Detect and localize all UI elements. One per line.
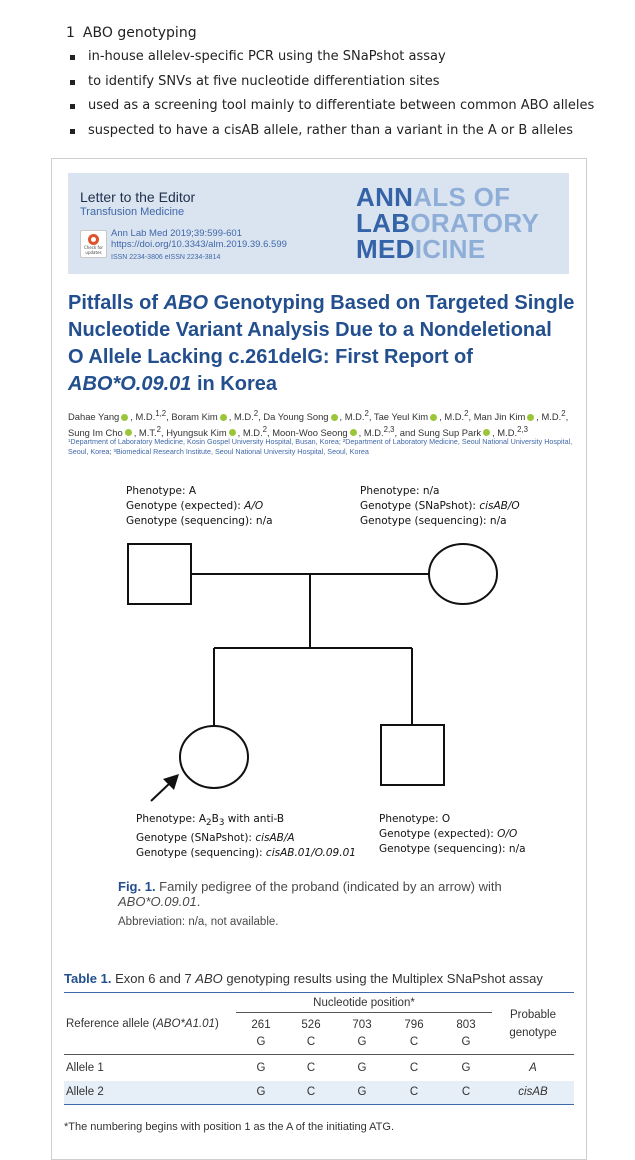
- base-cell: G: [440, 1055, 492, 1081]
- father-square: [128, 544, 191, 604]
- author: Moon-Woo Seong , M.D.$^{2,3}$,: [272, 424, 400, 438]
- bullet-item: in-house allelev-specific PCR using the SNaPshot assay: [66, 45, 626, 70]
- proband-label: Phenotype: $A_2B_3$ with anti-B Genotype (SNaPshot): cisAB/A Genotype (sequencing): cisAB.01/O.09.01: [136, 813, 356, 860]
- proband-arrow-shaft: [151, 783, 170, 801]
- base-cell: C: [388, 1081, 440, 1105]
- author: and Sung Sup Park , M.D.$^{2,3}$: [399, 424, 528, 438]
- mother-circle: [429, 544, 497, 604]
- brother-label: Phenotype: O Genotype (expected): O/O Genotype (sequencing): n/a: [379, 813, 526, 855]
- author: Sung Im Cho , M.T.$^2$,: [68, 424, 167, 438]
- article-section: Transfusion Medicine: [80, 206, 185, 218]
- issn: ISSN 2234-3806 eISSN 2234-3814: [111, 254, 221, 261]
- position-header: 803 G: [440, 1013, 492, 1055]
- author: Hyungsuk Kim , M.D.$^2$,: [166, 424, 273, 438]
- paper-excerpt: [51, 158, 587, 1160]
- probable-cell: A: [492, 1055, 574, 1081]
- figure-caption: Fig. 1. Family pedigree of the proband (indicated by an arrow) with ABO*O.09.01.: [118, 879, 502, 909]
- genotyping-table: [64, 992, 574, 1105]
- bullet-item: suspected to have a cisAB allele, rather than a variant in the A or B alleles: [66, 119, 626, 144]
- doi-link[interactable]: https://doi.org/10.3343/alm.2019.39.6.599: [111, 239, 287, 250]
- proband-circle: [180, 726, 248, 788]
- figure-abbreviation: Abbreviation: n/a, not available.: [118, 916, 279, 928]
- table-caption: Table 1. Exon 6 and 7 ABO genotyping results using the Multiplex SNaPshot assay: [64, 971, 543, 986]
- author: Man Jin Kim , M.D.$^2$,: [473, 409, 569, 423]
- outline-heading-text: ABO genotyping: [82, 25, 197, 41]
- allele-cell: Allele 1: [64, 1055, 236, 1081]
- base-cell: G: [236, 1081, 286, 1105]
- table-footnote: *The numbering begins with position 1 as the A of the initiating ATG.: [64, 1121, 394, 1133]
- affiliations: ¹Department of Laboratory Medicine, Kosin Gospel University Hospital, Busan, Korea; ²Department of Laboratory Medicine, Seoul National University Hospital, Seoul, Korea; ³Biomedical Research Institute, Seoul National University Hospital, Seoul, Korea: [68, 437, 573, 456]
- outline-number: 1: [66, 25, 75, 41]
- position-group-header: Nucleotide position*: [236, 993, 492, 1013]
- base-cell: G: [336, 1055, 388, 1081]
- bullet-item: to identify SNVs at five nucleotide differentiation sites: [66, 70, 626, 95]
- article-kind: Letter to the Editor: [80, 189, 196, 205]
- pedigree-figure: [52, 159, 586, 859]
- citation-ref: Ann Lab Med 2019;39:599-601: [111, 228, 242, 239]
- base-cell: G: [336, 1081, 388, 1105]
- base-cell: C: [286, 1081, 336, 1105]
- probable-genotype-header: Probable genotype: [492, 993, 574, 1055]
- outline-section: [66, 25, 626, 143]
- author: Tae Yeul Kim , M.D.$^2$,: [373, 409, 474, 423]
- position-header: 703 G: [336, 1013, 388, 1055]
- ref-allele-header: Reference allele (ABO*A1.01): [64, 993, 236, 1055]
- base-cell: C: [388, 1055, 440, 1081]
- position-header: 526 C: [286, 1013, 336, 1055]
- author: Da Young Song , M.D.$^2$,: [263, 409, 374, 423]
- table-row: [64, 1055, 574, 1081]
- brother-square: [381, 725, 444, 785]
- base-cell: C: [286, 1055, 336, 1081]
- position-header: 796 C: [388, 1013, 440, 1055]
- outline-heading: [66, 25, 626, 41]
- base-cell: C: [440, 1081, 492, 1105]
- outline-bullets: [66, 45, 626, 143]
- bullet-item: used as a screening tool mainly to differentiate between common ABO alleles: [66, 94, 626, 119]
- mother-label: Phenotype: n/a Genotype (SNaPshot): cisAB/O Genotype (sequencing): n/a: [360, 485, 520, 527]
- journal-logo: ANNALS OF LABORATORY MEDICINE: [356, 182, 540, 264]
- table-row: [64, 1081, 574, 1105]
- allele-cell: Allele 2: [64, 1081, 236, 1105]
- author: Dahae Yang , M.D.$^{1,2}$,: [68, 409, 172, 423]
- badge-text: Check for updates: [83, 245, 104, 255]
- article-title: Pitfalls of ABO Genotyping Based on Targeted Single Nucleotide Variant Analysis Due to a Nondeletional O Allele Lacking c.261delG: First Report of ABO*O.09.01 in Korea: [68, 292, 575, 395]
- father-label: Phenotype: A Genotype (expected): A/O Genotype (sequencing): n/a: [126, 485, 273, 527]
- author: Boram Kim , M.D.$^2$,: [171, 409, 264, 423]
- base-cell: G: [236, 1055, 286, 1081]
- probable-cell: cisAB: [492, 1081, 574, 1105]
- position-header: 261 G: [236, 1013, 286, 1055]
